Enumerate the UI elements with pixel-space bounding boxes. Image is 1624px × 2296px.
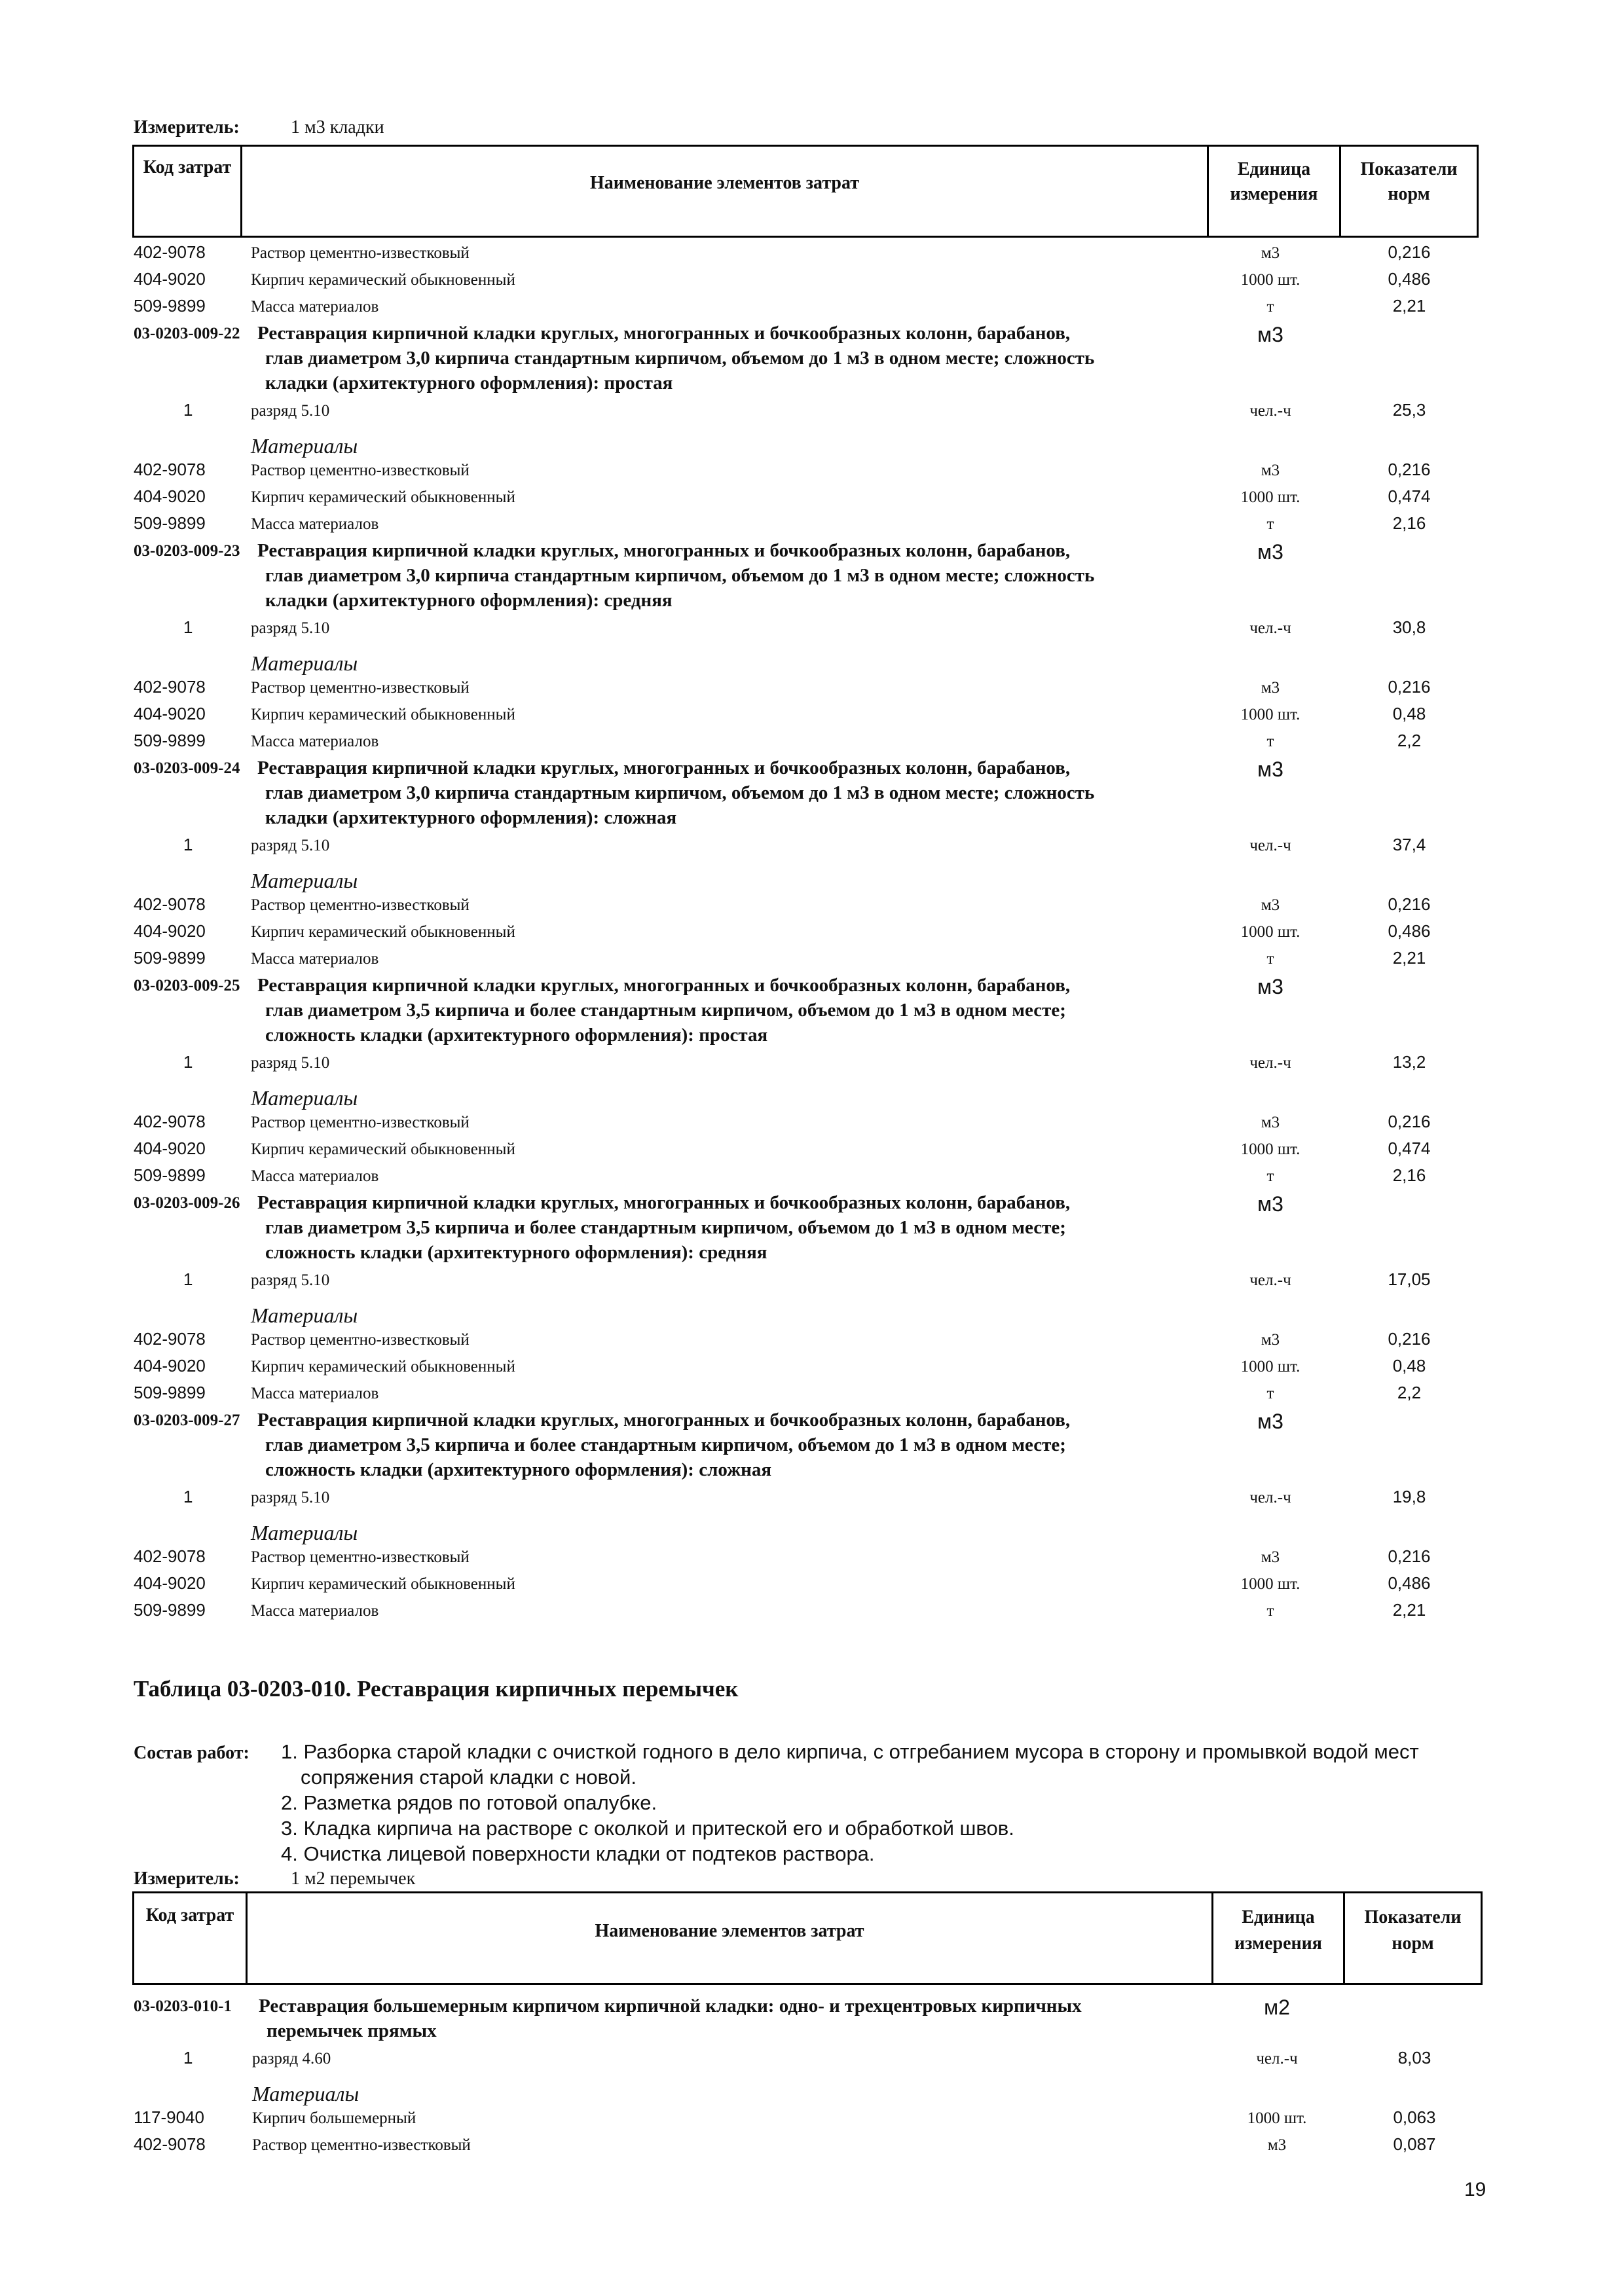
resource-code: 404-9020 — [134, 921, 206, 941]
resource-code: 509-9899 — [134, 948, 206, 968]
resource-code: 509-9899 — [134, 1383, 206, 1402]
unit-cell: чел.-ч — [1256, 2050, 1298, 2068]
work-line: 4. Очистка лицевой поверхности кладки от подтеков раствора. — [281, 1842, 875, 1865]
labor-code: 1 — [183, 1052, 193, 1072]
resource-code: 509-9899 — [134, 1165, 206, 1185]
resource-name: Кирпич большемерный — [252, 2109, 416, 2127]
item-description: кладки (архитектурного оформления): сложная — [265, 807, 677, 828]
unit-cell: 1000 шт. — [1247, 2109, 1307, 2127]
norm-value: 0,063 — [1393, 2107, 1436, 2127]
unit-cell: т — [1266, 515, 1274, 533]
resource-code: 402-9078 — [134, 1329, 206, 1349]
resource-code: 402-9078 — [134, 460, 206, 479]
labor-code: 1 — [183, 400, 193, 420]
resource-code: 404-9020 — [134, 269, 206, 289]
norm-value: 2,16 — [1392, 513, 1426, 533]
norm-value: 25,3 — [1392, 400, 1426, 420]
resource-name: Масса материалов — [251, 298, 379, 316]
header-norm: норм — [1388, 184, 1430, 204]
unit-cell: 1000 шт. — [1240, 923, 1301, 941]
item-description: сложность кладки (архитектурного оформления): сложная — [265, 1459, 772, 1480]
norm-value: 2,21 — [1392, 296, 1426, 316]
item-description: Реставрация кирпичной кладки круглых, многогранных и бочкообразных колонн, барабанов, — [257, 323, 1071, 344]
item-description: сложность кладки (архитектурного оформления): средняя — [265, 1242, 767, 1263]
unit-cell: чел.-ч — [1249, 837, 1291, 854]
resource-code: 402-9078 — [134, 677, 206, 697]
norm-value: 2,2 — [1397, 731, 1422, 750]
norm-value: 0,486 — [1388, 269, 1431, 289]
norm-value: 0,216 — [1388, 1329, 1431, 1349]
item-description: глав диаметром 3,0 кирпича стандартным кирпичом, объемом до 1 м3 в одном месте; сложность — [265, 782, 1095, 803]
table2-title: Таблица 03-0203-010. Реставрация кирпичных перемычек — [134, 1676, 739, 1702]
item-description: Реставрация кирпичной кладки круглых, многогранных и бочкообразных колонн, барабанов, — [257, 1410, 1071, 1430]
section-title: Материалы — [251, 1521, 358, 1544]
work-line: 3. Кладка кирпича на растворе с околкой и притеской его и обработкой швов. — [281, 1817, 1014, 1840]
item-description: глав диаметром 3,0 кирпича стандартным кирпичом, объемом до 1 м3 в одном месте; сложность — [265, 348, 1095, 369]
labor-code: 1 — [183, 617, 193, 637]
section-title: Материалы — [251, 1086, 358, 1110]
item-description: глав диаметром 3,5 кирпича и более стандартным кирпичом, объемом до 1 м3 в одном месте; — [265, 1217, 1066, 1238]
resource-name: Раствор цементно-известковый — [251, 1548, 470, 1566]
unit-cell: м2 — [1264, 1995, 1290, 2019]
resource-name: Раствор цементно-известковый — [251, 1331, 470, 1349]
resource-code: 404-9020 — [134, 1139, 206, 1158]
resource-name: Масса материалов — [251, 515, 379, 533]
resource-name: Кирпич керамический обыкновенный — [251, 706, 515, 723]
resource-name: Раствор цементно-известковый — [251, 244, 470, 262]
unit-cell: т — [1266, 950, 1274, 968]
unit-cell: м3 — [1261, 1548, 1280, 1566]
item-description: Реставрация кирпичной кладки круглых, многогранных и бочкообразных колонн, барабанов, — [257, 1192, 1071, 1213]
resource-name: Кирпич керамический обыкновенный — [251, 271, 515, 289]
item-code: 03-0203-009-27 — [134, 1412, 240, 1429]
header-norm: Показатели — [1364, 1907, 1462, 1927]
norm-value: 0,216 — [1388, 677, 1431, 697]
resource-code: 404-9020 — [134, 704, 206, 723]
header-norm: Показатели — [1360, 159, 1458, 179]
unit-cell: чел.-ч — [1249, 1489, 1291, 1506]
norm-value: 0,216 — [1388, 460, 1431, 479]
item-description: Реставрация кирпичной кладки круглых, многогранных и бочкообразных колонн, барабанов, — [257, 757, 1071, 778]
norm-value: 13,2 — [1392, 1052, 1426, 1072]
unit-cell: чел.-ч — [1249, 619, 1291, 637]
item-code: 03-0203-009-22 — [134, 325, 240, 342]
unit-cell: 1000 шт. — [1240, 1575, 1301, 1593]
norm-value: 0,486 — [1388, 1573, 1431, 1593]
resource-code: 402-9078 — [134, 2134, 206, 2154]
resource-code: 402-9078 — [134, 1546, 206, 1566]
unit-cell: чел.-ч — [1249, 402, 1291, 420]
labor-code: 1 — [183, 835, 193, 854]
labor-grade: разряд 5.10 — [251, 1489, 330, 1506]
unit-cell: м3 — [1257, 323, 1283, 346]
norm-value: 0,216 — [1388, 242, 1431, 262]
page-number: 19 — [1464, 2179, 1486, 2200]
resource-code: 509-9899 — [134, 296, 206, 316]
norm-value: 0,474 — [1388, 1139, 1431, 1158]
section-title: Материалы — [252, 2082, 360, 2105]
header-norm: норм — [1392, 1933, 1434, 1954]
resource-name: Масса материалов — [251, 950, 379, 968]
unit-cell: 1000 шт. — [1240, 1358, 1301, 1376]
norm-value: 0,486 — [1388, 921, 1431, 941]
item-description: кладки (архитектурного оформления): средняя — [265, 590, 673, 611]
resource-code: 404-9020 — [134, 1356, 206, 1376]
item-code: 03-0203-009-23 — [134, 542, 240, 560]
unit-cell: т — [1266, 298, 1274, 316]
unit-cell: т — [1266, 1385, 1274, 1402]
unit-cell: 1000 шт. — [1240, 706, 1301, 723]
header-code: Код затрат — [143, 157, 232, 177]
header-unit: Единица — [1237, 159, 1311, 179]
resource-code: 402-9078 — [134, 1112, 206, 1131]
resource-name: Кирпич керамический обыкновенный — [251, 1358, 515, 1376]
item-description: глав диаметром 3,5 кирпича и более стандартным кирпичом, объемом до 1 м3 в одном месте; — [265, 1434, 1066, 1455]
resource-code: 404-9020 — [134, 486, 206, 506]
unit-cell: м3 — [1267, 2136, 1287, 2154]
resource-name: Масса материалов — [251, 1385, 379, 1402]
header-code: Код затрат — [145, 1905, 234, 1925]
labor-code: 1 — [183, 2048, 193, 2068]
header-name: Наименование элементов затрат — [589, 173, 860, 193]
norm-value: 17,05 — [1388, 1269, 1431, 1289]
header-name: Наименование элементов затрат — [595, 1921, 864, 1941]
header-unit: измерения — [1230, 184, 1318, 204]
norm-value: 2,16 — [1392, 1165, 1426, 1185]
item-code: 03-0203-009-26 — [134, 1194, 240, 1212]
section-title: Материалы — [251, 434, 358, 458]
norm-value: 19,8 — [1392, 1487, 1426, 1506]
norm-value: 0,216 — [1388, 1112, 1431, 1131]
item-description: Реставрация большемерным кирпичом кирпичной кладки: одно- и трехцентровых кирпичных — [259, 1995, 1082, 2016]
norm-value: 8,03 — [1397, 2048, 1431, 2068]
header-unit: измерения — [1234, 1933, 1322, 1954]
item-description: сложность кладки (архитектурного оформления): простая — [265, 1025, 768, 1046]
unit-cell: чел.-ч — [1249, 1054, 1291, 1072]
norm-value: 0,216 — [1388, 1546, 1431, 1566]
measure-label: Измеритель: — [134, 1868, 240, 1889]
unit-cell: м3 — [1257, 1192, 1283, 1216]
unit-cell: м3 — [1261, 244, 1280, 262]
norm-value: 0,216 — [1388, 894, 1431, 914]
norm-value: 2,21 — [1392, 948, 1426, 968]
labor-grade: разряд 5.10 — [251, 619, 330, 637]
work-line: 2. Разметка рядов по готовой опалубке. — [281, 1791, 657, 1814]
norm-value: 2,21 — [1392, 1600, 1426, 1620]
labor-grade: разряд 5.10 — [251, 1054, 330, 1072]
resource-name: Раствор цементно-известковый — [251, 462, 470, 479]
section-title: Материалы — [251, 1303, 358, 1327]
resource-code: 402-9078 — [134, 242, 206, 262]
resource-name: Кирпич керамический обыкновенный — [251, 1575, 515, 1593]
unit-cell: 1000 шт. — [1240, 271, 1301, 289]
resource-code: 509-9899 — [134, 731, 206, 750]
unit-cell: м3 — [1261, 1114, 1280, 1131]
labor-code: 1 — [183, 1487, 193, 1506]
item-code: 03-0203-009-25 — [134, 977, 240, 994]
work-line: сопряжения старой кладки с новой. — [301, 1766, 637, 1789]
unit-cell: м3 — [1257, 975, 1283, 998]
resource-name: Раствор цементно-известковый — [251, 1114, 470, 1131]
resource-name: Кирпич керамический обыкновенный — [251, 923, 515, 941]
measure-value: 1 м2 перемычек — [291, 1868, 416, 1889]
resource-name: Раствор цементно-известковый — [251, 896, 470, 914]
measure-label: Измеритель: — [134, 117, 240, 137]
work-line: 1. Разборка старой кладки с очисткой годного в дело кирпича, с отгребанием мусора в сторону и промывкой водой мест — [281, 1740, 1419, 1763]
resource-code: 404-9020 — [134, 1573, 206, 1593]
header-unit: Единица — [1242, 1907, 1315, 1927]
resource-name: Масса материалов — [251, 1167, 379, 1185]
labor-grade: разряд 5.10 — [251, 402, 330, 420]
item-description: перемычек прямых — [267, 2020, 437, 2041]
labor-grade: разряд 5.10 — [251, 837, 330, 854]
item-description: глав диаметром 3,5 кирпича и более стандартным кирпичом, объемом до 1 м3 в одном месте; — [265, 1000, 1066, 1021]
resource-name: Масса материалов — [251, 1602, 379, 1620]
resource-name: Кирпич керамический обыкновенный — [251, 1140, 515, 1158]
norm-value: 30,8 — [1392, 617, 1426, 637]
unit-cell: чел.-ч — [1249, 1271, 1291, 1289]
unit-cell: м3 — [1261, 679, 1280, 697]
work-label: Состав работ: — [134, 1743, 249, 1763]
unit-cell: м3 — [1261, 462, 1280, 479]
norm-value: 2,2 — [1397, 1383, 1422, 1402]
unit-cell: м3 — [1257, 540, 1283, 564]
resource-code: 509-9899 — [134, 513, 206, 533]
item-code: 03-0203-009-24 — [134, 759, 240, 777]
unit-cell: м3 — [1261, 896, 1280, 914]
labor-grade: разряд 4.60 — [252, 2050, 331, 2068]
resource-code: 402-9078 — [134, 894, 206, 914]
unit-cell: т — [1266, 1167, 1274, 1185]
item-description: кладки (архитектурного оформления): простая — [265, 373, 673, 393]
item-description: Реставрация кирпичной кладки круглых, многогранных и бочкообразных колонн, барабанов, — [257, 975, 1071, 996]
labor-code: 1 — [183, 1269, 193, 1289]
norm-value: 37,4 — [1392, 835, 1426, 854]
norm-value: 0,48 — [1392, 704, 1426, 723]
unit-cell: м3 — [1257, 757, 1283, 781]
item-description: Реставрация кирпичной кладки круглых, многогранных и бочкообразных колонн, барабанов, — [257, 540, 1071, 561]
item-code: 03-0203-010-1 — [134, 1997, 232, 2015]
resource-code: 509-9899 — [134, 1600, 206, 1620]
unit-cell: м3 — [1261, 1331, 1280, 1349]
unit-cell: т — [1266, 733, 1274, 750]
measure-value: 1 м3 кладки — [291, 117, 384, 137]
norm-value: 0,48 — [1392, 1356, 1426, 1376]
resource-name: Кирпич керамический обыкновенный — [251, 488, 515, 506]
resource-code: 117-9040 — [134, 2107, 204, 2127]
unit-cell: м3 — [1257, 1410, 1283, 1433]
norm-value: 0,087 — [1393, 2134, 1436, 2154]
item-description: глав диаметром 3,0 кирпича стандартным кирпичом, объемом до 1 м3 в одном месте; сложность — [265, 565, 1095, 586]
section-title: Материалы — [251, 869, 358, 892]
unit-cell: т — [1266, 1602, 1274, 1620]
resource-name: Раствор цементно-известковый — [251, 679, 470, 697]
unit-cell: 1000 шт. — [1240, 1140, 1301, 1158]
resource-name: Масса материалов — [251, 733, 379, 750]
unit-cell: 1000 шт. — [1240, 488, 1301, 506]
section-title: Материалы — [251, 651, 358, 675]
resource-name: Раствор цементно-известковый — [252, 2136, 471, 2154]
labor-grade: разряд 5.10 — [251, 1271, 330, 1289]
norm-value: 0,474 — [1388, 486, 1431, 506]
